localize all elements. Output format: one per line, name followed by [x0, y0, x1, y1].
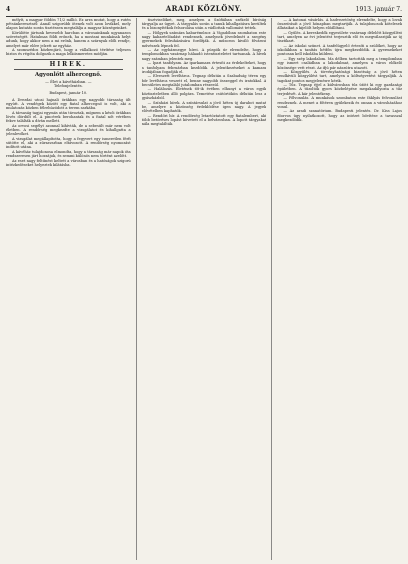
paragraph: — Az aradi szanatórium. Budapesti jelentés. Dr. Kiss Lajos főorvos úgy nyilatkozott, hogy az intézet bővítése a tavasszal megkezdődik. [277, 109, 403, 122]
paragraph: A vizsgálat megállapította, hogy a fegyvert egy ismeretlen férfi sütötte el, aki a zűrzavarban eltávozott. A rendőrség nyomozást indított utána. [6, 136, 131, 150]
paragraph: Körülötte jártunk hevesebb harcban a városainknak ugyanazon szövetségét. Hatalmas földi erőnek, ha a mostani munkának helyt adunk, hogy akkor nem a mi erőnk, hanem a szárnyak előli rendje, amelyet már előre jelzett az egyház. [6, 31, 131, 48]
paragraph: — Ipari tanfolyam. Az iparkamara értesíti az érdekelteket, hogy a tanfolyam februárban kezdődik. A jelentkezéseket a kamara irodájában fogadják el. [141, 61, 267, 74]
divider [14, 59, 123, 60]
paragraph: — Gyűlés. A kereskedők egyesülete vasárnap délelőtt közgyűlést tart, amelyen az évi jelentést terjesztik elő és megválasztják az új tisztikart. [277, 31, 403, 44]
middle-paragraphs [142, 18, 267, 126]
right-paragraphs [277, 18, 402, 122]
paragraph: — Hölgyek számára kabaréműsor. A Vigadóban szombaton este nagy kabaréelőadást rendeznek, amelynek jövedelmét a szegény gyermekek felruházására fordítják. A műsoron kiváló fővárosi művészek lépnek fel. [141, 31, 267, 48]
paragraph: — Színházi hírek. A színtársulat a jövő héten új darabot mutat be, amelyre a közönség érdeklődése igen nagy. A jegyek elővételben kaphatók. [141, 100, 267, 113]
page-header [6, 4, 402, 17]
article-title: Agyonlőtt alhercegnő. [34, 71, 102, 78]
paragraph: Az eset nagy feltűnést keltett a városban és a hatóságok szigorú intézkedéseket helyeztek kilátásba. [6, 158, 131, 168]
column-middle [142, 18, 267, 560]
left-top-paragraphs [6, 18, 131, 57]
paragraph: A Drezdai utcai hajnali órákban egy nagyobb társaság ült együtt. A vendégek között egy fiatal alhercegnő is volt, aki a mulatozás közben félrehúzódott a terem sarkába. [6, 97, 131, 111]
article-dateline: Budapest, január 10. [49, 90, 88, 95]
paragraph: tisztviselőket, meg, amelyen a Szófiában székelő bíróság tárgyalja az ügyet. A tárgyalás során a tanuk kihallgatásra kerültek és a bizonyítékok felsorolása után a vádlottak vallomást tettek. [141, 18, 267, 31]
section-title-news: HIREK. [49, 60, 87, 68]
article-subtitle: — Élet a kávéházban. — [45, 78, 92, 84]
paragraph: mélyít, a magyar földön 71/2 millió. Ez arra mutat, hogy a rutén pétsánkeresztnél: Annál szigorúbb ötenek volt azon lovikkel, mely alapos kutatás során tisztéssen megtalálja a magyar községeinket. [6, 18, 131, 31]
paragraph: A kávéház tulajdonosa elmondta, hogy a társaság már napok óta rendszeresen járt hozzájuk, és semmi különös nem történt azelőtt. [6, 150, 131, 159]
article-source: Telefonjelentés. [53, 83, 83, 88]
newspaper-title: ARADI KÖZLÖNY. [165, 4, 243, 13]
paragraph: — Tűz. Tegnap éjjel a külvárosban tűz ütött ki egy gazdasági épületben. A tűzoltók gyors közbelépése megakadályozta a tűz terjedését. A kár jelentékeny. [277, 83, 403, 96]
paragraph: A társaság tagjai egymás után távoztak, mígnem a késői órákban lövés dördült el. A pincérek berohantak és a fiatal nőt vérében fekve találták a díván mellett. [6, 110, 131, 124]
column-right [277, 18, 402, 560]
paragraph: Az orvosi segélyt azonnal kihívták, de a sebesült már nem volt életben. A rendőrség megkezdte a vizsgálatot és kihallgatta a jelenlevőket. [6, 123, 131, 137]
column-separator [136, 18, 137, 560]
paragraph: — Rendőri hír. A rendőrség letartóztatott egy fiatalembert, aki több betöréses lopást követett el a belvárosban. A lopott tárgyakat nála megtalálták. [141, 113, 267, 126]
page-number: 4 [6, 6, 11, 13]
paragraph: A szomszédos közbenjáró, hogy a vállalkozó térítése teljesen biztos és régóta dolgozik a maga lelkiismeretes módján. [6, 48, 131, 57]
paragraph: — Főlvonulás. A munkások szombaton este fáklyás felvonulást rendeznek. A menet a főtéren gyülekezik és onnan a városházához vonul. [277, 96, 403, 109]
paragraph: — Az egyházmegye hírei. A püspök úr elrendelte, hogy a templomokban vasárnap hálaadó istentiszteletet tartsanak. A hívek nagy számban jelentek meg. [141, 48, 267, 61]
paragraph: — Egy szép lakodalom. Ma délben tartották meg a templomban egy ismert családban a lakodalmat, amelyen a város előkelő közönsége vett részt. Az ifjú pár nászútra utazott. [277, 57, 403, 70]
divider [14, 69, 123, 70]
paragraph: — Közgyűlés. A törvényhatósági bizottság a jövő héten rendkívüli közgyűlést tart, amelyen a költségvetést tárgyalják. A tagokat pontos megjelenésre kérik. [277, 70, 403, 83]
issue-date: 1913. január 7. [355, 6, 402, 13]
paragraph: — Elveszett levéltárca. Tegnap délután a Szabadság téren egy bőr levéltárca veszett el, benne nagyobb összeggel és iratokkal. A becsületes megtaláló jutalomban részesül. [141, 74, 267, 87]
paragraph: — Halálozás. Életének 68-ik évében elhunyt a város egyik köztiszteletben álló polgára. Temetése csütörtökön délután lesz a gyászházból. [141, 87, 267, 100]
column-left [6, 18, 131, 560]
column-separator [271, 18, 272, 560]
paragraph: — A katonai vásárlás. A hadvezetőség elrendelte, hogy a lovak összeírását a jövő hónapban megtartják. A tulajdonosok kötelesek állataikat a kijelölt helyen előállítani. [277, 18, 403, 31]
text-columns [6, 18, 402, 560]
paragraph: — Az iskolai szünet. A tanfelügyelő értesíti a szülőket, hogy az iskolákban a tanítás hétfőn újra megkezdődik. A gyermekeket pontosan kell iskolába küldeni. [277, 44, 403, 57]
left-article-body [6, 98, 131, 167]
